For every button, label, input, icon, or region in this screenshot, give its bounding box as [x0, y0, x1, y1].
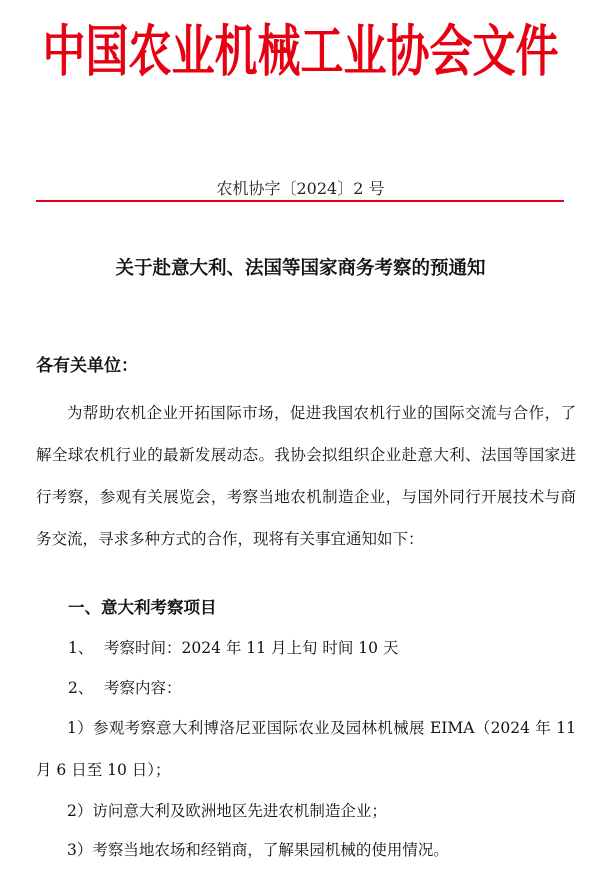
intro-paragraph: 为帮助农机企业开拓国际市场，促进我国农机行业的国际交流与合作，了解全球农机行业的最新发展动态。我协会拟组织企业赴意大利、法国等国家进行考察，参观有关展览会，考察当地农机制造企业，与国外同行开展技术与商务交流，寻求多种方式的合作，现将有关事宜通知如下：: [36, 404, 576, 548]
list-item-number: 1、: [68, 639, 94, 657]
notice-title: 关于赴意大利、法国等国家商务考察的预通知: [115, 258, 486, 279]
subitem-visit-manufacturers: 2）访问意大利及欧洲地区先进农机制造企业；: [67, 802, 387, 820]
subitem-eima-exhibition: 1）参观考察意大利博洛尼亚国际农业及园林机械展 EIMA（2024 年 11 月 6 日至 10 日）；: [36, 719, 576, 779]
salutation: 各有关单位：: [36, 356, 138, 376]
list-item-number: 2、: [68, 679, 94, 697]
document-number: 农机协字〔2024〕2 号: [216, 179, 385, 198]
subitem-farm-inspection: 3）考察当地农场和经销商，了解果园机械的使用情况。: [67, 841, 449, 859]
masthead-title: 中国农业机械工业协会文件: [42, 19, 559, 85]
list-item-schedule: [68, 636, 398, 658]
list-item-text: 考察时间：2024 年 11 月上旬 时间 10 天: [104, 639, 399, 657]
section-heading-italy: 一、意大利考察项目: [68, 598, 217, 617]
list-item-content: [68, 676, 182, 698]
red-divider-line: [36, 200, 564, 202]
list-item-text: 考察内容：: [104, 679, 182, 697]
